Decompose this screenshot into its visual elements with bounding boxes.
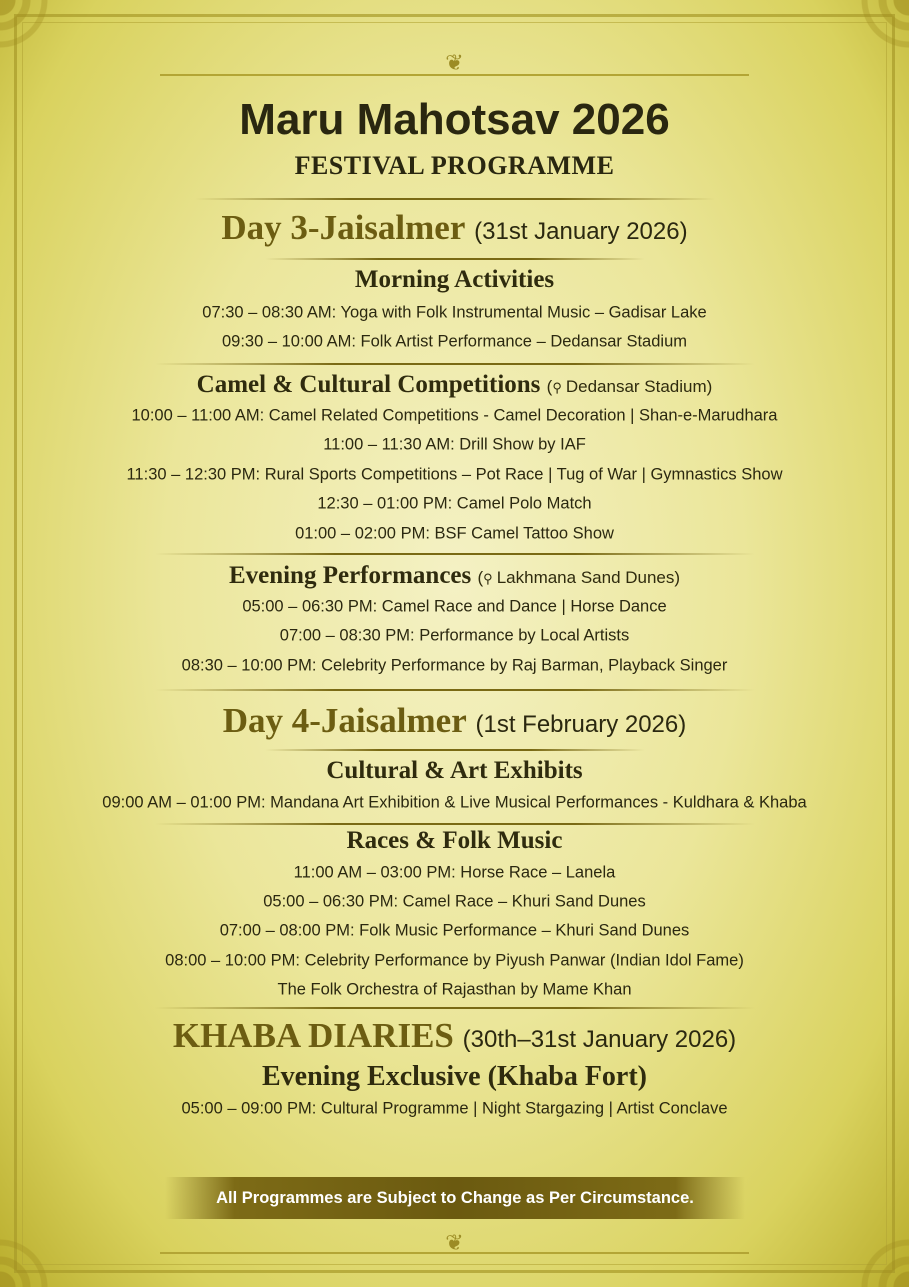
divider [265, 258, 645, 260]
khaba-date: (30th–31st January 2026) [462, 1026, 737, 1053]
flourish-ornament-icon: ❦ [445, 50, 464, 75]
divider [155, 1007, 755, 1009]
divider [265, 749, 645, 751]
camel-location: Dedansar Stadium) [565, 377, 713, 396]
schedule-item: 12:30 – 01:00 PM: Camel Polo Match [317, 494, 592, 513]
divider [155, 689, 755, 691]
paren: ( [546, 377, 553, 396]
paren: ( [477, 568, 484, 587]
schedule-item: 09:30 – 10:00 AM: Folk Artist Performance – Dedansar Stadium [222, 332, 687, 351]
schedule-item: 05:00 – 09:00 PM: Cultural Programme | Night Stargazing | Artist Conclave [181, 1099, 728, 1118]
day3-heading [0, 208, 909, 248]
schedule-item: 11:00 AM – 03:00 PM: Horse Race – Lanela [293, 863, 616, 882]
khaba-heading [0, 1016, 909, 1056]
disclaimer-text: All Programmes are Subject to Change as Per Circumstance. [216, 1188, 694, 1207]
evening-heading [0, 562, 909, 590]
races-heading: Races & Folk Music [346, 827, 563, 854]
schedule-item: 05:00 – 06:30 PM: Camel Race and Dance | Horse Dance [242, 597, 667, 616]
evening-title: Evening Performances [228, 562, 472, 589]
schedule-item: 07:00 – 08:00 PM: Folk Music Performance – Khuri Sand Dunes [219, 921, 690, 940]
page-subtitle: FESTIVAL PROGRAMME [294, 151, 615, 180]
schedule-item: 11:30 – 12:30 PM: Rural Sports Competitions – Pot Race | Tug of War | Gymnastics Show [126, 465, 783, 484]
schedule-item: 07:00 – 08:30 PM: Performance by Local Artists [279, 626, 630, 645]
schedule-item: 07:30 – 08:30 AM: Yoga with Folk Instrumental Music – Gadisar Lake [202, 303, 707, 322]
page-title: Maru Mahotsav 2026 [239, 95, 670, 144]
schedule-item: 09:00 AM – 01:00 PM: Mandana Art Exhibition & Live Musical Performances - Kuldhara & Khaba [102, 793, 807, 812]
schedule-item: 08:00 – 10:00 PM: Celebrity Performance by Piyush Panwar (Indian Idol Fame) [165, 951, 744, 970]
schedule-item: 11:00 – 11:30 AM: Drill Show by IAF [323, 435, 586, 454]
day4-title: Day 4-Jaisalmer [222, 701, 467, 740]
flourish-ornament-icon: ❦ [445, 1230, 464, 1255]
divider [155, 553, 755, 555]
cultural-heading: Cultural & Art Exhibits [326, 757, 583, 784]
evening-location: Lakhmana Sand Dunes) [496, 568, 681, 587]
schedule-item: The Folk Orchestra of Rajasthan by Mame Khan [277, 980, 632, 999]
day4-heading [0, 701, 909, 741]
schedule-item: 01:00 – 02:00 PM: BSF Camel Tattoo Show [295, 524, 614, 543]
day4-date: (1st February 2026) [475, 711, 687, 738]
mandala-ornament-icon [819, 1197, 909, 1287]
schedule-item: 10:00 – 11:00 AM: Camel Related Competitions - Camel Decoration | Shan-e-Marudhara [131, 406, 778, 425]
disclaimer-banner [165, 1177, 745, 1219]
schedule-item: 08:30 – 10:00 PM: Celebrity Performance by Raj Barman, Playback Singer [181, 656, 728, 675]
divider [155, 823, 755, 825]
location-pin-icon: ⚲ [483, 571, 493, 586]
mandala-ornament-icon [819, 0, 909, 90]
morning-heading: Morning Activities [354, 266, 555, 293]
location-pin-icon: ⚲ [552, 380, 562, 395]
camel-heading [0, 371, 909, 399]
khaba-subheading: Evening Exclusive (Khaba Fort) [261, 1061, 647, 1092]
mandala-ornament-icon [0, 1197, 90, 1287]
mandala-ornament-icon [0, 0, 90, 90]
divider [195, 198, 715, 200]
day3-date: (31st January 2026) [474, 218, 688, 245]
divider [155, 363, 755, 365]
camel-title: Camel & Cultural Competitions [196, 371, 541, 398]
khaba-title: KHABA DIARIES [172, 1016, 454, 1055]
day3-title: Day 3-Jaisalmer [221, 208, 466, 247]
schedule-item: 05:00 – 06:30 PM: Camel Race – Khuri Sand Dunes [263, 892, 646, 911]
